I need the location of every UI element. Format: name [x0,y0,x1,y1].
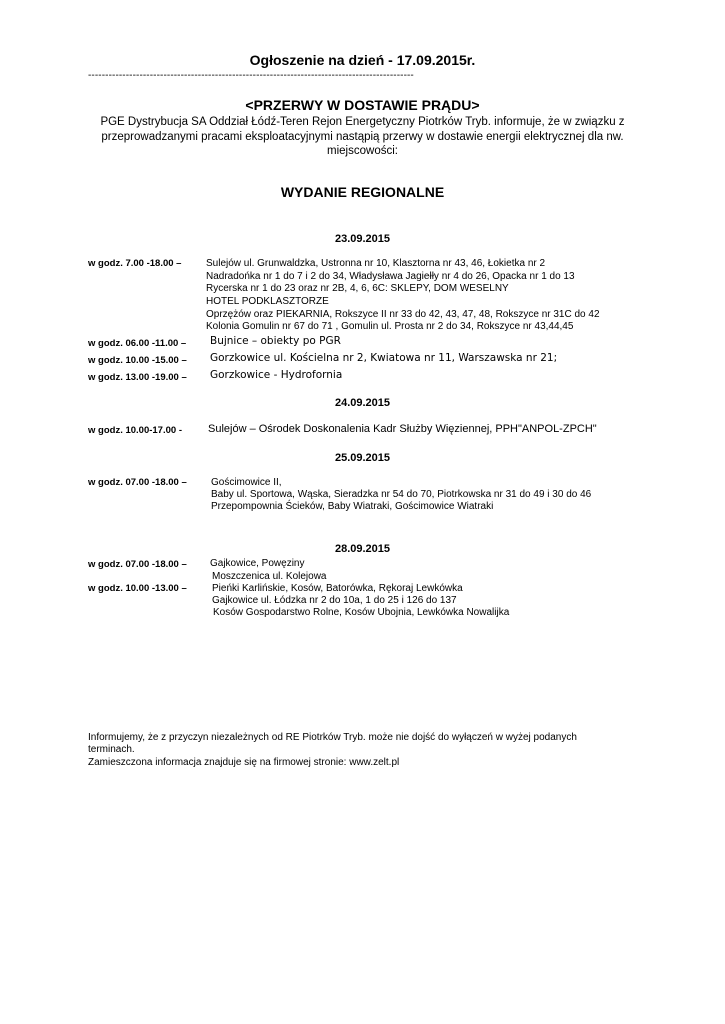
location-line: Sulejów ul. Grunwaldzka, Ustronna nr 10, Klasztorna nr 43, 46, Łokietka nr 2 [206,258,546,269]
location-line: Gajkowice, Powęziny [210,558,305,569]
location-line: Kolonia Gomulin nr 67 do 71 , Gomulin ul. Prosta nr 2 do 34, Rokszyce nr 43,44,45 [206,321,574,332]
time-range: w godz. 10.00-17.00 - [88,425,182,436]
location-line: Przepompownia Ścieków, Baby Wiatraki, Gościmowice Wiatraki [211,501,494,512]
location-line: Gajkowice ul. Łódzka nr 2 do 10a, 1 do 25 i 126 do 137 [212,595,457,606]
day-date: 24.09.2015 [334,397,391,409]
location-line: Kosów Gospodarstwo Rolne, Kosów Ubojnia, Lewkówka Nowalijka [213,607,510,618]
location-line: Gorzkowice ul. Kościelna nr 2, Kwiatowa nr 11, Warszawska nr 21; [210,352,558,364]
time-range: w godz. 07.00 -18.00 – [88,477,187,488]
outage-heading: <PRZERWY W DOSTAWIE PRĄDU> [245,97,480,113]
day-date: 23.09.2015 [334,233,391,245]
time-range: w godz. 06.00 -11.00 – [88,338,187,349]
intro-paragraph: PGE Dystrybucja SA Oddział Łódź-Teren Rejon Energetyczny Piotrków Tryb. informuje, że w związku z przeprowadzanymi pracami eksploatacyjnymi nastąpią przerwy w dostawie energii elektrycznej dla nw. miejscowości: [100,116,625,157]
location-line: Rycerska nr 1 do 23 oraz nr 2B, 4, 6, 6C: SKLEPY, DOM WESELNY [206,283,509,294]
location-line: Oprzężów oraz PIEKARNIA, Rokszyce II nr 33 do 42, 43, 47, 48, Rokszyce nr 31C do 42 [206,309,600,320]
location-line: Nadradońka nr 1 do 7 i 2 do 34, Władysława Jagiełły nr 4 do 26, Opacka nr 1 do 13 [206,271,575,282]
location-line: Pieńki Karlińskie, Kosów, Batorówka, Rękoraj Lewkówka [212,583,463,594]
announcement-date-title: Ogłoszenie na dzień - 17.09.2015r. [249,52,476,68]
dashed-separator: ----------------------------------------------------------------------------------------------- [88,70,414,81]
location-line: Sulejów – Ośrodek Doskonalenia Kadr Służby Więziennej, PPH"ANPOL-ZPCH" [208,423,597,435]
footer-website-note: Zamieszczona informacja znajduje się na firmowej stronie: www.zelt.pl [88,757,400,768]
location-line: Gorzkowice - Hydrofornia [210,369,343,381]
footer-note: Informujemy, że z przyczyn niezależnych od RE Piotrków Tryb. może nie dojść do wyłączeń w wyżej podanych [88,732,577,743]
day-date: 25.09.2015 [334,452,391,464]
location-line: Gościmowice II, [211,477,282,488]
regional-edition-heading: WYDANIE REGIONALNE [280,184,445,200]
location-line: HOTEL PODKLASZTORZE [206,296,329,307]
time-range: w godz. 07.00 -18.00 – [88,559,187,570]
time-range: w godz. 10.00 -15.00 – [88,355,187,366]
footer-note: terminach. [88,744,135,755]
location-line: Bujnice – obiekty po PGR [210,335,341,347]
time-range: w godz. 7.00 -18.00 – [88,258,182,269]
time-range: w godz. 13.00 -19.00 – [88,372,187,383]
day-date: 28.09.2015 [334,543,391,555]
location-line: Baby ul. Sportowa, Wąska, Sieradzka nr 54 do 70, Piotrkowska nr 31 do 49 i 30 do 46 [211,489,592,500]
time-range: w godz. 10.00 -13.00 – [88,583,187,594]
location-line: Moszczenica ul. Kolejowa [212,571,327,582]
